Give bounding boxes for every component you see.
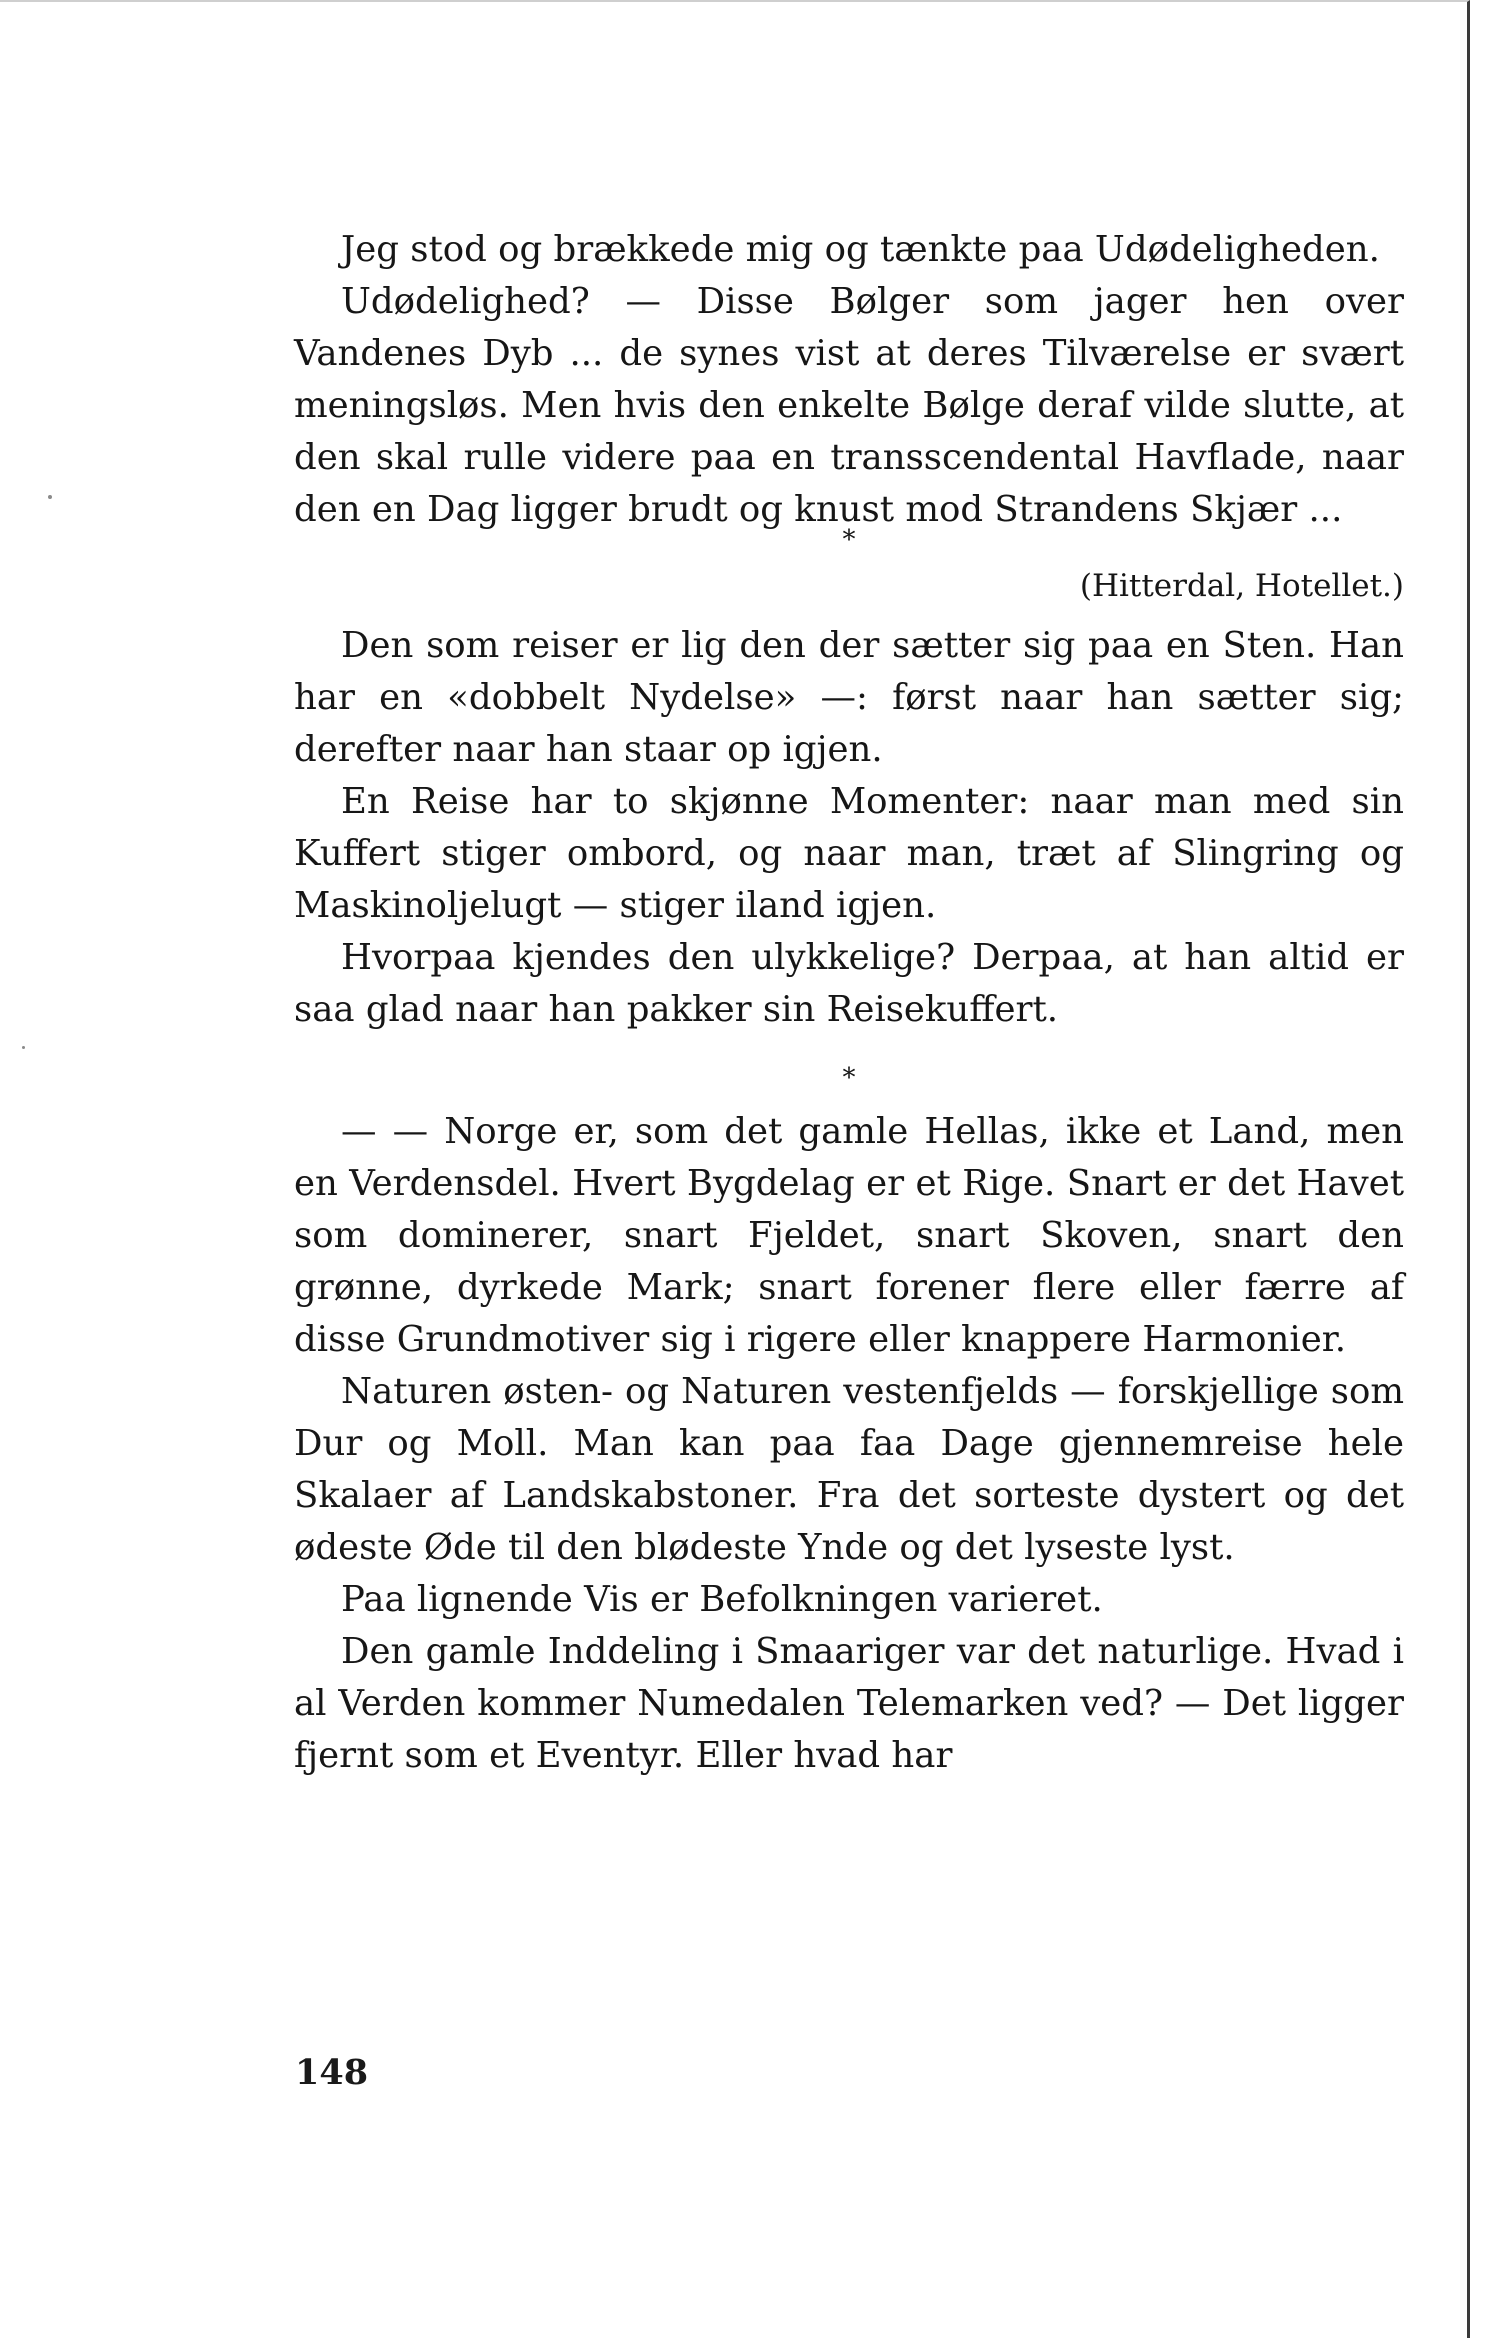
paragraph: En Reise har to skjønne Momenter: naar man med sin Kuffert stiger ombord, og naar man, træt af Slingring og Maskinoljelugt — stiger iland igjen. [294,781,1404,926]
paragraph: Den gamle Inddeling i Smaariger var det naturlige. Hvad i al Verden kommer Numedalen Telemarken ved? — Det ligger fjernt som et Eventyr. Eller hvad har [294,1631,1404,1776]
section-separator: * [842,1063,856,1093]
paragraph: Den som reiser er lig den der sætter sig paa en Sten. Han har en «dobbelt Nydelse» —: først naar han sætter sig; derefter naar han staar op igjen. [294,625,1404,770]
paragraph: Jeg stod og brækkede mig og tænkte paa Udødeligheden. [341,229,1380,270]
paragraph: — — Norge er, som det gamle Hellas, ikke et Land, men en Verdensdel. Hvert Bygdelag er et Rige. Snart er det Havet som dominerer, snart Fjeldet, snart Skoven, snart den grønne, dyrkede Mark; snart forener flere eller færre af disse Grundmotiver sig i rigere eller knappere Harmonier. [294,1111,1404,1360]
paper-speck [22,1046,25,1049]
section-separator: * [842,525,856,555]
paragraph: Hvorpaa kjendes den ulykkelige? Derpaa, at han altid er saa glad naar han pakker sin Reisekuffert. [294,937,1404,1030]
location-note: (Hitterdal, Hotellet.) [1079,568,1404,604]
paragraph: Naturen østen- og Naturen vestenfjelds — forskjellige som Dur og Moll. Man kan paa faa Dage gjennemreise hele Skalaer af Landskabstoner. Fra det sorteste dystert og det ødeste Øde til den blødeste Ynde og det lyseste lyst. [294,1371,1404,1568]
spacer [294,1096,1404,1106]
page-number: 148 [295,2052,369,2093]
paragraph: Udødelighed? — Disse Bølger som jager hen over Vandenes Dyb ... de synes vist at deres Tilværelse er svært meningsløs. Men hvis den enkelte Bølge deraf vilde slutte, at den skal rulle videre paa en transscendental Havflade, naar den en Dag ligger brudt og knust mod Strandens Skjær ... [294,281,1404,530]
page-body [294,224,1404,1782]
paragraph: Paa lignende Vis er Befolkningen varieret. [341,1579,1103,1620]
paper-speck [48,495,52,499]
